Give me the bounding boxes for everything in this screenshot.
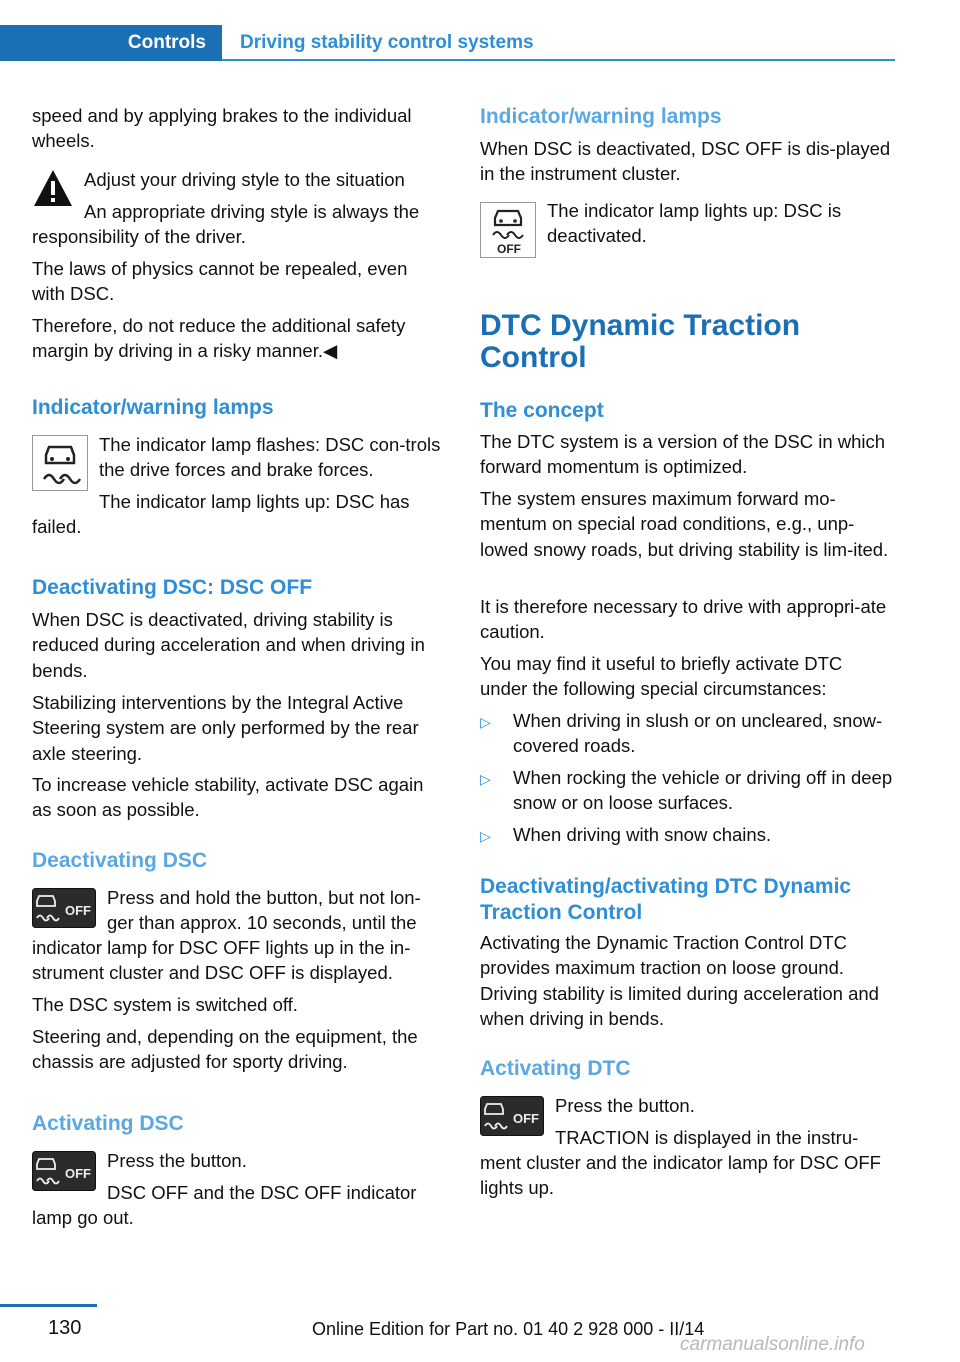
paragraph: Press the button. xyxy=(555,1095,695,1116)
heading-activating-dtc: Activating DTC xyxy=(480,1057,631,1080)
paragraph: The indicator lamp flashes: DSC con‐trols the drive forces and brake forces. xyxy=(99,434,441,481)
paragraph: TRACTION is displayed in the instru‐ xyxy=(555,1127,859,1148)
edition-note: Online Edition for Part no. 01 40 2 928 000 - II/14 xyxy=(312,1319,705,1339)
paragraph: When DSC is deactivated, DSC OFF is dis‐played in the instrument cluster. xyxy=(480,138,891,185)
paragraph: It is therefore necessary to drive with appropri‐ate caution. xyxy=(480,596,887,643)
list-item: When driving with snow chains. xyxy=(513,824,772,845)
paragraph: To increase vehicle stability, activate DSC again as soon as possible. xyxy=(32,774,424,821)
paragraph: You may find it useful to briefly activate DTC under the following special circumstances: xyxy=(480,653,843,700)
dsc-off-button-icon xyxy=(480,1096,544,1140)
bullet-marker: ▷ xyxy=(480,714,491,730)
paragraph: failed. xyxy=(32,516,82,537)
svg-text:OFF: OFF xyxy=(65,903,91,918)
heading-dsc-off: Deactivating DSC: DSC OFF xyxy=(32,576,313,599)
paragraph: indicator lamp for DSC OFF lights up in the in‐strument cluster and DSC OFF is displayed. xyxy=(32,937,411,984)
heading-deactivating-dtc: Deactivating/activating DTC Dynamic Traction Control xyxy=(480,875,852,924)
paragraph: Press the button. xyxy=(107,1150,247,1171)
svg-text:OFF: OFF xyxy=(513,1111,539,1126)
heading-indicator-lamps: Indicator/warning lamps xyxy=(32,396,274,419)
paragraph: The system ensures maximum forward mo‐mentum on special road conditions, e.g., unp‐lowed snowy roads, but driving stability is lim‐ited. xyxy=(480,488,889,560)
paragraph: ment cluster and the indicator lamp for DSC OFF lights up. xyxy=(480,1152,881,1199)
paragraph: The laws of physics cannot be repealed, even with DSC. xyxy=(32,258,408,305)
watermark: carmanualsonline.info xyxy=(680,1334,865,1355)
paragraph: Activating the Dynamic Traction Control DTC provides maximum traction on loose ground. Driving stability is limited during acceleration and when driving in bends. xyxy=(480,932,879,1030)
paragraph: The indicator lamp lights up: DSC is deactivated. xyxy=(547,200,842,247)
heading-deactivating-dsc: Deactivating DSC xyxy=(32,849,208,872)
section-title: Driving stability control systems xyxy=(240,32,534,53)
list-item: When driving in slush or on uncleared, snow-covered roads. xyxy=(513,710,883,757)
bullet-marker: ▷ xyxy=(480,828,491,844)
paragraph: The indicator lamp lights up: DSC has xyxy=(99,491,410,512)
paragraph: Press and hold the button, but not lon‐ger than approx. 10 seconds, until the xyxy=(107,887,421,934)
warning-body-line1: An appropriate driving style is always the xyxy=(84,201,420,222)
warning-triangle-icon xyxy=(32,168,74,210)
page-number: 130 xyxy=(48,1317,82,1339)
footer-rule xyxy=(0,1304,97,1307)
header-rule xyxy=(222,59,895,61)
paragraph: speed and by applying brakes to the individual wheels. xyxy=(32,105,412,152)
paragraph: When DSC is deactivated, driving stability is reduced during acceleration and when driving in bends. xyxy=(32,609,425,681)
dsc-off-button-icon xyxy=(32,888,96,932)
dsc-off-button-icon xyxy=(32,1151,96,1195)
page-header xyxy=(0,0,895,62)
heading-dtc: DTC Dynamic Traction Control xyxy=(480,309,801,374)
paragraph: Steering and, depending on the equipment, the chassis are adjusted for sporty driving. xyxy=(32,1026,418,1073)
warning-body-line2: responsibility of the driver. xyxy=(32,226,246,247)
paragraph: The DSC system is switched off. xyxy=(32,994,298,1015)
dsc-lamp-icon xyxy=(32,435,88,491)
heading-activating-dsc: Activating DSC xyxy=(32,1112,184,1135)
warning-title: Adjust your driving style to the situation xyxy=(84,169,405,190)
paragraph: DSC OFF and the DSC OFF indicator xyxy=(107,1182,417,1203)
paragraph: Therefore, do not reduce the additional safety margin by driving in a risky manner.◀ xyxy=(32,315,406,362)
paragraph: lamp go out. xyxy=(32,1207,134,1228)
paragraph: The DTC system is a version of the DSC in which forward momentum is optimized. xyxy=(480,431,886,478)
bullet-marker: ▷ xyxy=(480,771,491,787)
heading-concept: The concept xyxy=(480,399,604,422)
list-item: When rocking the vehicle or driving off in deep snow or on loose surfaces. xyxy=(513,767,893,814)
svg-text:OFF: OFF xyxy=(497,242,521,256)
paragraph: Stabilizing interventions by the Integral Active Steering system are only performed by the rear axle steering. xyxy=(32,692,419,764)
chapter-tab: Controls xyxy=(0,25,222,61)
svg-text:OFF: OFF xyxy=(65,1166,91,1181)
dsc-off-lamp-icon xyxy=(480,202,536,258)
heading-indicator-lamps: Indicator/warning lamps xyxy=(480,105,722,128)
